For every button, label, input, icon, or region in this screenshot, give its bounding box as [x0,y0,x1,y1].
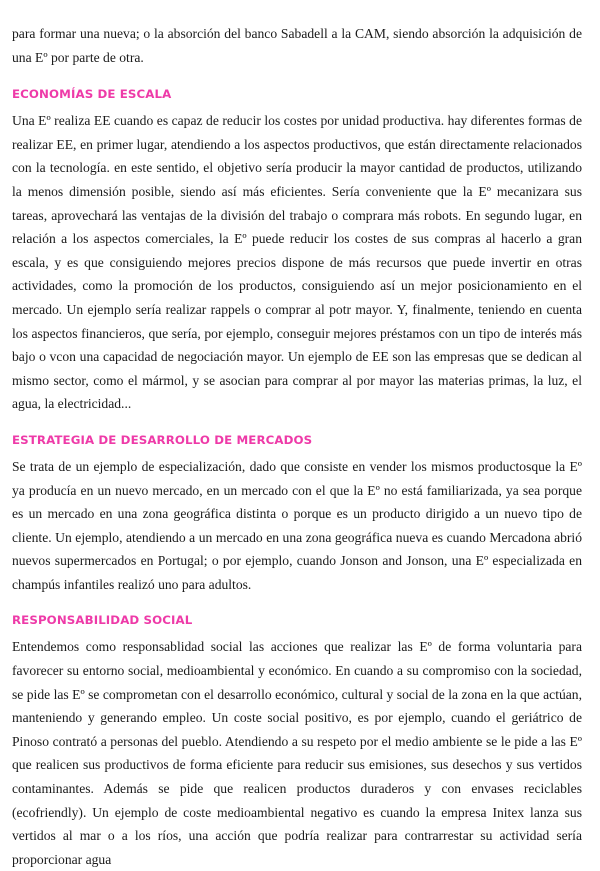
section-heading-responsabilidad-social: RESPONSABILIDAD SOCIAL [12,613,193,628]
document-page [12,22,582,871]
section-heading-estrategia-desarrollo-mercados: ESTRATEGIA DE DESARROLLO DE MERCADOS [12,432,313,447]
section-heading-economias-de-escala: ECONOMÍAS DE ESCALA [12,87,172,102]
intro-paragraph: para formar una nueva; o la absorción del banco Sabadell a la CAM, siendo absorción la adquisición de una Eº por parte de otra. [12,26,582,65]
section-paragraph-responsabilidad-social: Entendemos como responsablidad social las acciones que realizar las Eº de forma voluntaria para favorecer su entorno social, medioambiental y económico. En cuando a su compromiso con la sociedad, se pide las Eº se comprometan con el desarrollo económico, cultural y social de la zona en la que actúan, manteniendo y generando empleo. Un coste social positivo, es por ejemplo, cuando el geriátrico de Pinoso contrató a personas del pueblo. Atendiendo a su respeto por el medio ambiente se le pide a las Eº que realicen sus productivos de forma eficiente para reducir sus emisiones, sus desechos y sus vertidos contaminantes. Además se pide que realicen productos duraderos y con envases reciclables (ecofriendly). Un ejemplo de coste medioambiental negativo es cuando la empresa Initex lanza sus vertidos al mar o a los ríos, una acción que podría realizar para contrarrestar su actividad sería proporcionar agua [12,639,582,867]
section-paragraph-estrategia-desarrollo-mercados: Se trata de un ejemplo de especialización, dado que consiste en vender los mismos productosque la Eº ya producía en un nuevo mercado, en un mercado con el que la Eº no está familiarizada, ya sea porque es un mercado en una zona geográfica distinta o porque es un producto dirigido a un nuevo tipo de cliente. Un ejemplo, atendiendo a un mercado en una zona geográfica nueva es cuando Mercadona abrió nuevos supermercados en Portugal; o por ejemplo, cuando Jonson and Jonson, una Eº especializada en champús infantiles realizó uno para adultos. [12,458,582,592]
section-paragraph-economias-de-escala: Una Eº realiza EE cuando es capaz de reducir los costes por unidad productiva. hay diferentes formas de realizar EE, en primer lugar, atendiendo a los aspectos productivos, que están directamente relacionados con la tecnología. en este sentido, el objetivo sería producir la mayor cantidad de productos, utilizando la menos dimensión posible, siendo así más eficientes. Sería conveniente que la Eº mecanizara sus tareas, aprovechará las ventajas de la división del trabajo o comprara más robots. En segundo lugar, en relación a los aspectos comerciales, la Eº puede reducir los costes de sus compras al hacerlo a gran escala, y es que consiguiendo mejores precios dispone de más recursos que puede invertir en otras actividades, como la promoción de los productos, consiguiendo así un mejor posicionamiento en el mercado. Un ejemplo sería realizar rappels o comprar al potr mayor. Y, finalmente, teniendo en cuenta los aspectos financieros, que sería, por ejemplo, conseguir mejores préstamos con un tipo de interés más bajo o vcon una capacidad de negociación mayor. Un ejemplo de EE son las empresas que se dedican al mismo sector, como el mármol, y se asocian para comprar al por mayor las materias primas, la luz, el agua, la electricidad... [12,113,582,412]
